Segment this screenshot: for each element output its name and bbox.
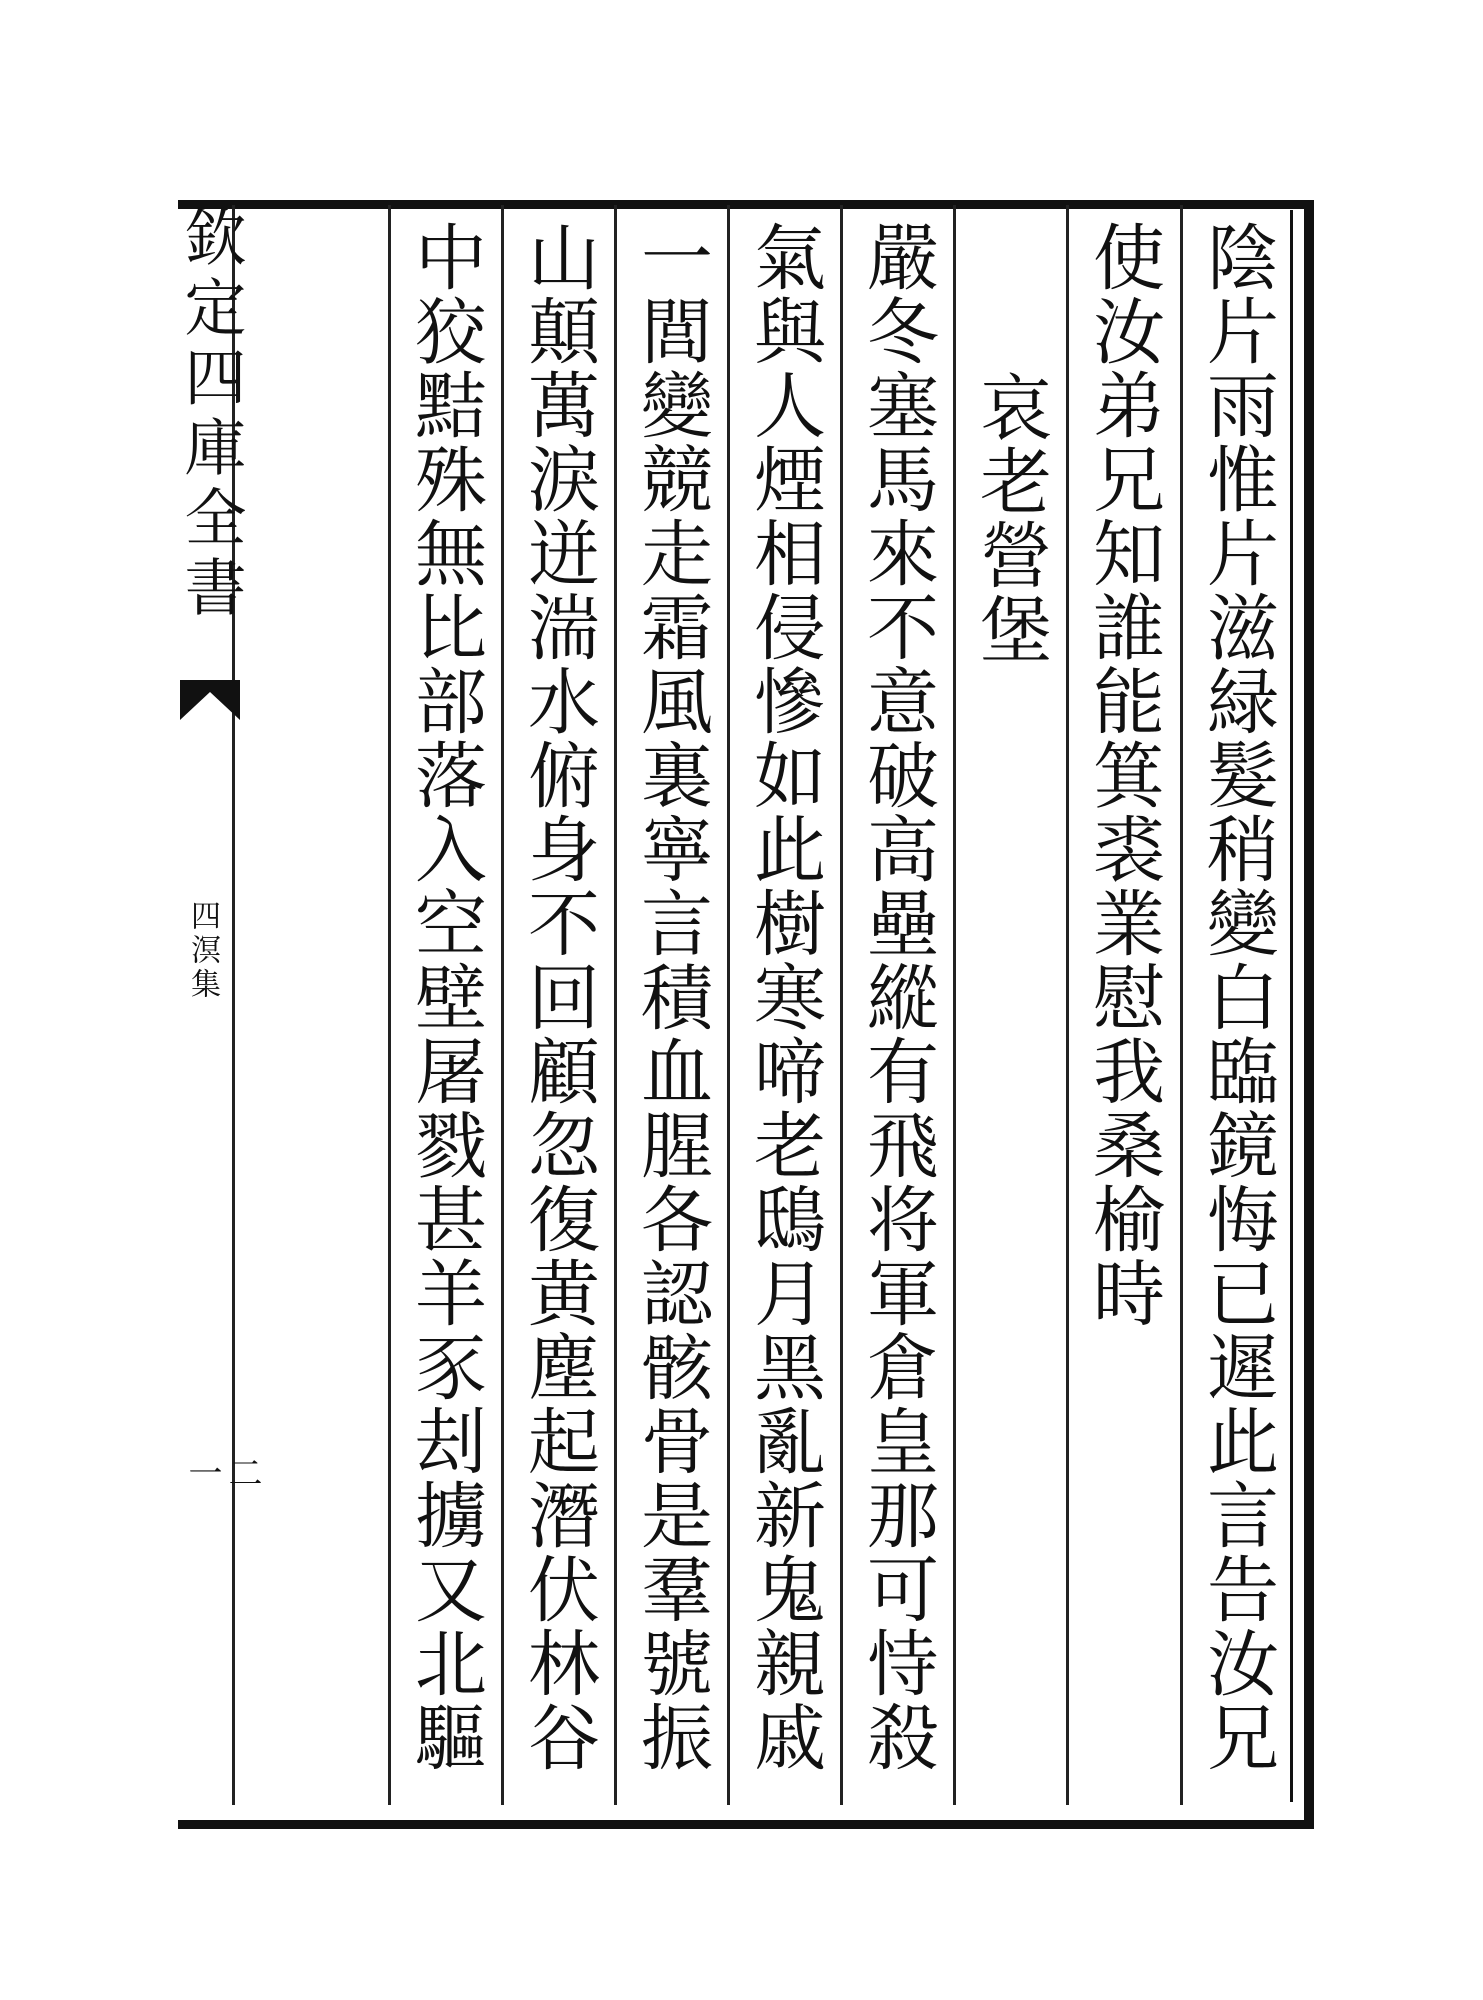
column-text: 氣與人煙相侵慘如此樹寒啼老鴟月黑亂新鬼親戚	[742, 220, 826, 1774]
volume-label-text: 四溟集	[185, 900, 220, 1002]
text-column	[616, 220, 726, 1780]
text-column	[1068, 220, 1178, 1780]
text-column	[503, 220, 613, 1780]
text-column	[390, 220, 500, 1780]
text-column	[729, 220, 839, 1780]
page-number-text: 二一	[182, 1455, 262, 1495]
column-text: 嚴冬塞馬來不意破高壘縱有飛将軍倉皇那可恃殺	[855, 220, 939, 1774]
page-number	[182, 1455, 262, 1525]
column-text: 一閭變競走霜風裏寧言積血腥各認骸骨是羣號振	[629, 220, 713, 1774]
column-text: 山顛萬淚迸湍水俯身不回顧忽復黄塵起潛伏林谷	[516, 220, 600, 1774]
text-column	[1182, 220, 1292, 1780]
column-text: 陰片雨惟片滋緑髮稍變白臨鏡悔已遲此言告汝兄	[1195, 220, 1279, 1774]
fishtail-mark	[180, 680, 240, 720]
column-text: 使汝弟兄知誰能箕裘業慰我桑榆時	[1081, 220, 1165, 1330]
volume-label	[182, 900, 222, 1080]
text-column	[955, 220, 1065, 1780]
collection-title-text: 欽定四庫全書	[174, 205, 247, 625]
collection-title	[174, 205, 247, 675]
column-text: 中狡黠殊無比部落入空壁屠戮甚羊豕刦擄又北驅	[403, 220, 487, 1774]
text-column	[842, 220, 952, 1780]
poem-title: 哀老營堡	[968, 370, 1052, 666]
